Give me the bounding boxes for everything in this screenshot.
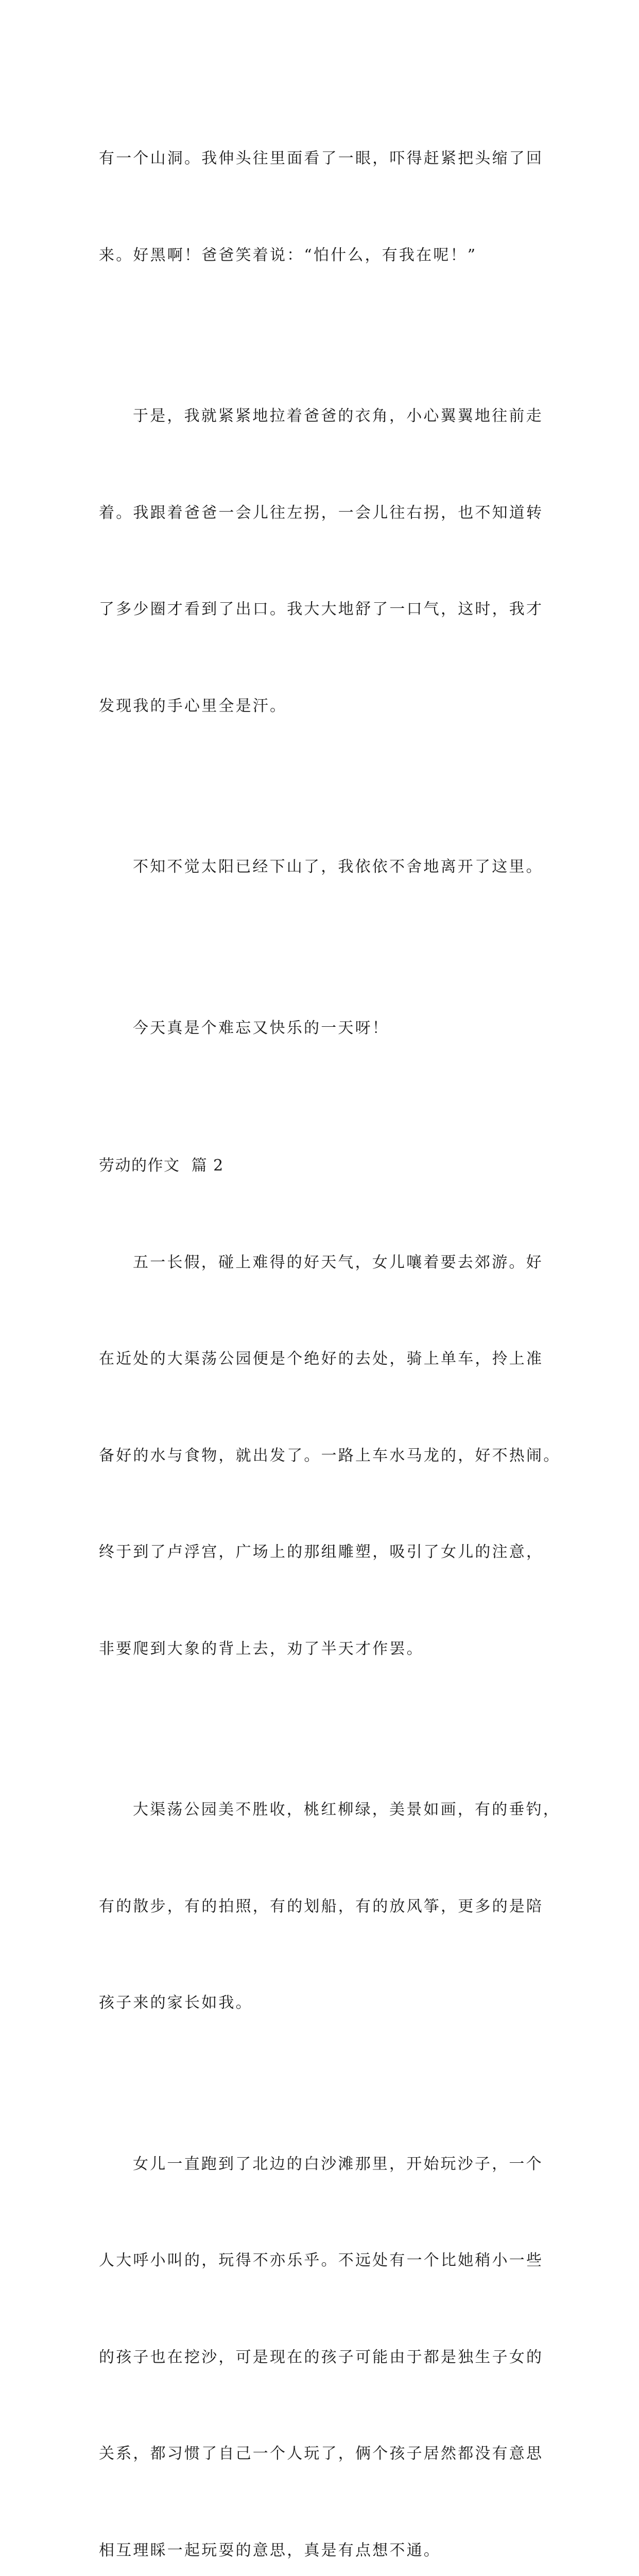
text-line: 不知不觉太阳已经下山了，我依依不舍地离开了这里。	[99, 851, 547, 884]
section-1	[99, 78, 547, 1109]
text-line: 今天真是个难忘又快乐的一天呀！	[99, 1012, 547, 1045]
paragraph	[99, 336, 547, 787]
text-line: 孩子来的家长如我。	[99, 1987, 547, 2020]
text-line: 有一个山洞。我伸头往里面看了一眼，吓得赶紧把头缩了回	[99, 143, 547, 175]
document-page	[0, 0, 639, 904]
text-line: 终于到了卢浮宫，广场上的那组雕塑，吸引了女儿的注意，	[99, 1536, 547, 1569]
text-line: 相互理睬一起玩耍的意思，真是有点想不通。	[99, 2535, 547, 2567]
paragraph	[99, 1182, 547, 1730]
text-line: 发现我的手心里全是汗。	[99, 690, 547, 723]
text-line: 大渠荡公园美不胜收，桃红柳绿，美景如画，有的垂钓，	[99, 1794, 547, 1826]
text-line: 女儿一直跑到了北边的白沙滩那里，开始玩沙子，一个	[99, 2148, 547, 2181]
section-2	[99, 1150, 547, 2576]
document-body	[99, 78, 547, 2576]
text-line: 五一长假，碰上难得的好天气，女儿嚷着要去郊游。好	[99, 1247, 547, 1279]
text-line: 的孩子也在挖沙，可是现在的孩子可能由于都是独生子女的	[99, 2342, 547, 2374]
text-line: 于是，我就紧紧地拉着爸爸的衣角，小心翼翼地往前走	[99, 400, 547, 433]
text-line: 来。好黑啊！爸爸笑着说：“怕什么，有我在呢！”	[99, 240, 547, 272]
text-line: 着。我跟着爸爸一会儿往左拐，一会儿往右拐，也不知道转	[99, 497, 547, 530]
paragraph	[99, 948, 547, 1109]
section-spacer	[99, 1109, 547, 1150]
section-heading: 劳动的作文 篇 2	[99, 1150, 547, 1182]
paragraph	[99, 1730, 547, 2084]
text-line: 关系，都习惯了自己一个人玩了，俩个孩子居然都没有意思	[99, 2438, 547, 2470]
text-line: 人大呼小叫的，玩得不亦乐乎。不远处有一个比她稍小一些	[99, 2245, 547, 2277]
text-line: 了多少圈才看到了出口。我大大地舒了一口气，这时，我才	[99, 594, 547, 626]
text-line: 非要爬到大象的背上去，劝了半天才作罢。	[99, 1633, 547, 1666]
paragraph	[99, 2084, 547, 2576]
text-line: 备好的水与食物，就出发了。一路上车水马龙的，好不热闹。	[99, 1440, 547, 1472]
text-line: 有的散步，有的拍照，有的划船，有的放风筝，更多的是陪	[99, 1891, 547, 1923]
text-line: 在近处的大渠荡公园便是个绝好的去处，骑上单车，拎上准	[99, 1343, 547, 1376]
paragraph	[99, 787, 547, 948]
paragraph	[99, 78, 547, 336]
